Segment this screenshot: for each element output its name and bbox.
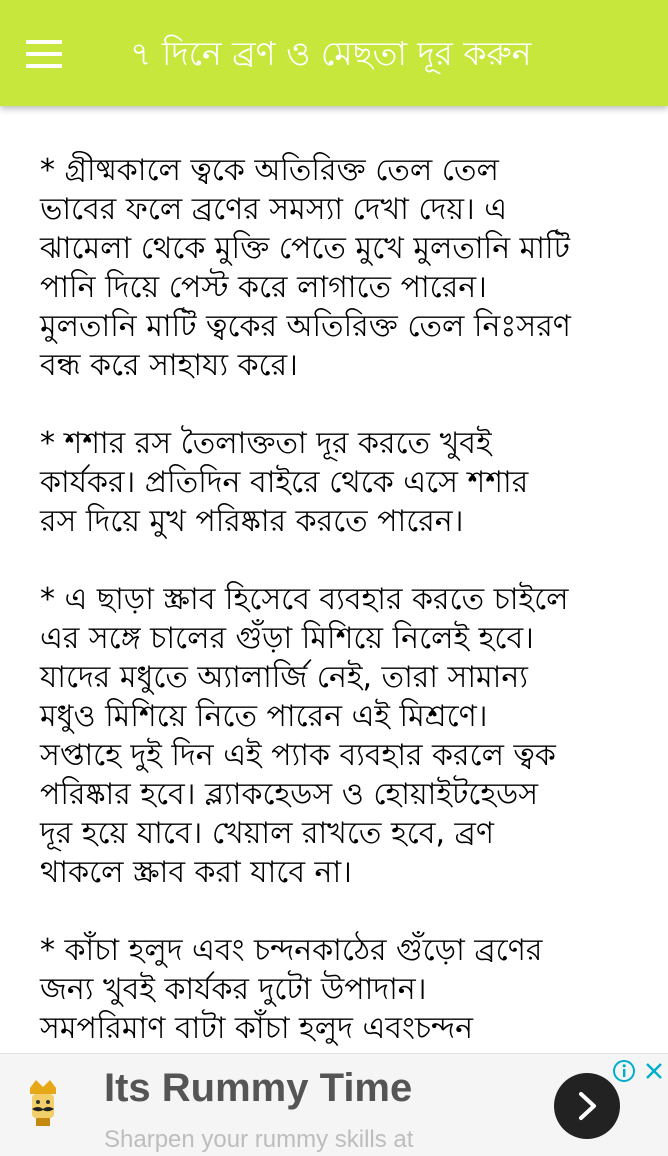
article-paragraph: * কাঁচা হলুদ এবং চন্দনকাঠের গুঁড়ো ব্রণের জন্য খুবই কার্যকর দুটো উপাদান। সমপরিমাণ বাটা কাঁচা হলুদ এবংচন্দন	[40, 933, 543, 1046]
ad-subtitle: Sharpen your rummy skills at	[104, 1126, 414, 1153]
article-paragraph: * গ্রীষ্মকালে ত্বকে অতিরিক্ত তেল তেল ভাবের ফলে ব্রণের সমস্যা দেখা দেয়। এ ঝামেলা থেকে মুক্তি পেতে মুখে মুলতানি মাটি পানি দিয়ে পেস্ট করে লাগাতে পারেন। মুলতানি মাটি ত্বকের অতিরিক্ত তেল নিঃসরণ বন্ধ করে সাহায্য করে।	[40, 153, 571, 383]
mustache-man-logo-icon	[22, 1078, 64, 1128]
article-paragraph: * শশার রস তৈলাক্ততা দূর করতে খুবই কার্যকর। প্রতিদিন বাইরে থেকে এসে শশার রস দিয়ে মুখ পরিষ্কার করতে পারেন।	[40, 426, 529, 539]
ad-open-button[interactable]	[554, 1073, 620, 1139]
chevron-right-icon	[573, 1090, 601, 1122]
close-icon[interactable]	[642, 1059, 666, 1083]
ad-banner[interactable]	[0, 1053, 668, 1156]
article-content[interactable]	[0, 106, 668, 1053]
hamburger-menu-icon[interactable]	[22, 34, 66, 74]
article-body	[40, 73, 630, 1048]
app-title: ৭ দিনে ব্রণ ও মেছতা দূর করুন	[130, 34, 532, 73]
adchoices-icon[interactable]	[612, 1059, 636, 1083]
article-paragraph: * এ ছাড়া স্ক্রাব হিসেবে ব্যবহার করতে চাইলে এর সঙ্গে চালের গুঁড়া মিশিয়ে নিলেই হবে। যাদের মধুতে অ্যালার্জি নেই, তারা সামান্য মধুও মিশিয়ে নিতে পারেন এই মিশ্রণে। সপ্তাহে দুই দিন এই প্যাক ব্যবহার করলে ত্বক পরিষ্কার হবে। ব্ল্যাকহেডস ও হোয়াইটহেডস দূর হয়ে যাবে। খেয়াল রাখতে হবে, ব্রণ থাকলে স্ক্রাব করা যাবে না।	[40, 582, 569, 890]
ad-title[interactable]: Its Rummy Time	[104, 1066, 413, 1110]
app-bar	[0, 0, 668, 106]
